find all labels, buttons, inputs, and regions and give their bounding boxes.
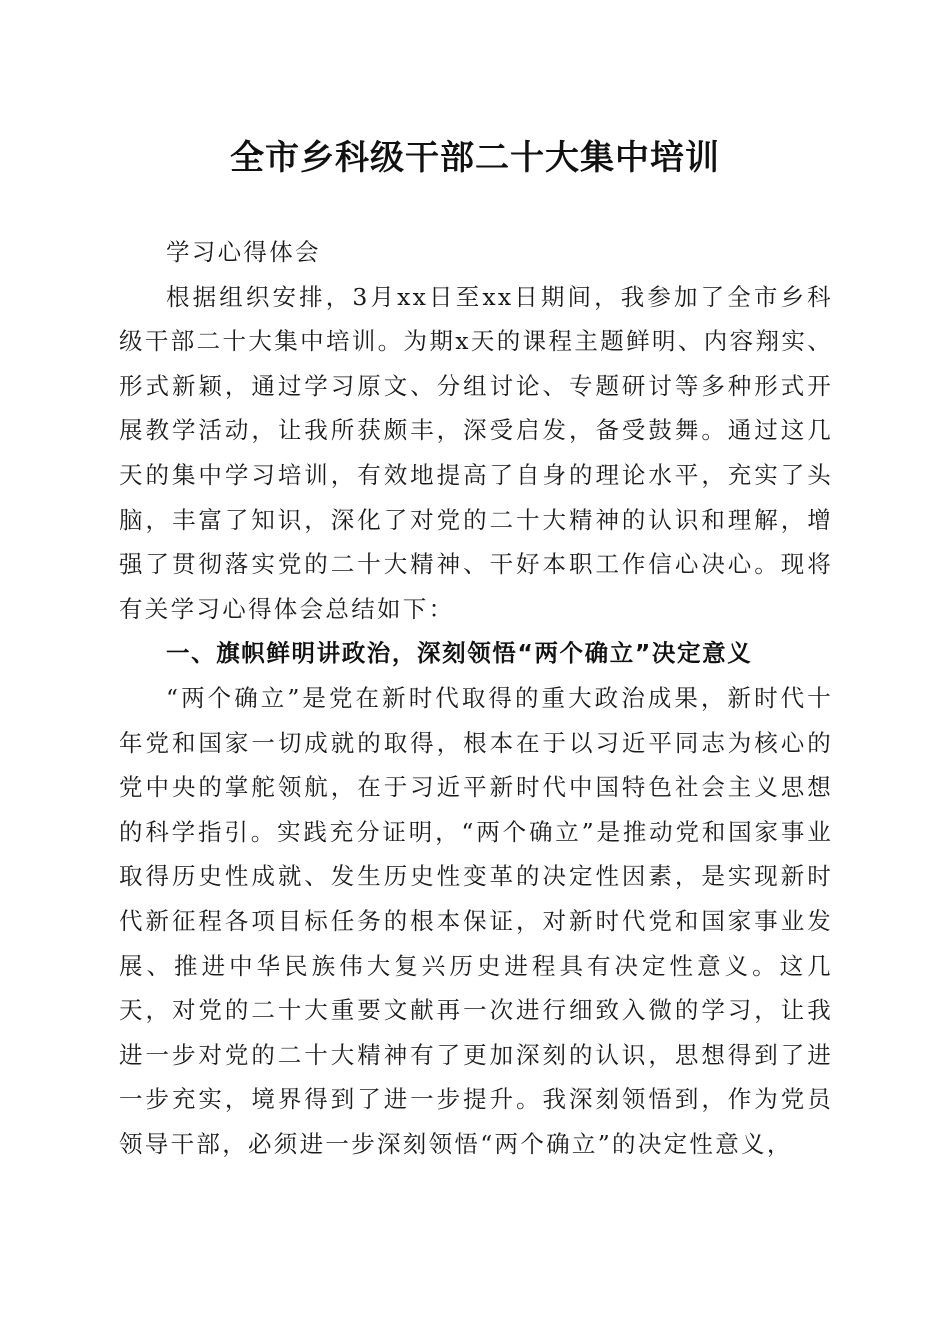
- section-heading-1: 一、旗帜鲜明讲政治，深刻领悟“两个确立”决定意义: [166, 639, 753, 668]
- section-1-paragraph: “两个确立”是党在新时代取得的重大政治成果，新时代十年党和国家一切成就的取得，根本在于以习近平同志为核心的党中央的掌舵领航，在于习近平新时代中国特色社会主义思想的科学指引。实践充分证明，“两个确立”是推动党和国家事业取得历史性成就、发生历史性变革的决定性因素，是实现新时代新征程各项目标任务的根本保证，对新时代党和国家事业发展、推进中华民族伟大复兴历史进程具有决定性意义。这几天，对党的二十大重要文献再一次进行细致入微的学习，让我进一步对党的二十大精神有了更加深刻的认识，思想得到了进一步充实，境界得到了进一步提升。我深刻领悟到，作为党员领导干部，必须进一步深刻领悟“两个确立”的决定性意义，: [119, 683, 833, 1158]
- document-body: [119, 230, 833, 1166]
- subtitle-line: 学习心得体会: [166, 238, 321, 266]
- document-title: 全市乡科级干部二十大集中培训: [230, 138, 720, 178]
- intro-paragraph: 根据组织安排，3月xx日至xx日期间，我参加了全市乡科级干部二十大集中培训。为期x天的课程主题鲜明、内容翔实、形式新颖，通过学习原文、分组讨论、专题研讨等多种形式开展教学活动，让我所获颇丰，深受启发，备受鼓舞。通过这几天的集中学习培训，有效地提高了自身的理论水平，充实了头脑，丰富了知识，深化了对党的二十大精神的认识和理解，增强了贯彻落实党的二十大精神、干好本职工作信心决心。现将有关学习心得体会总结如下：: [119, 282, 833, 623]
